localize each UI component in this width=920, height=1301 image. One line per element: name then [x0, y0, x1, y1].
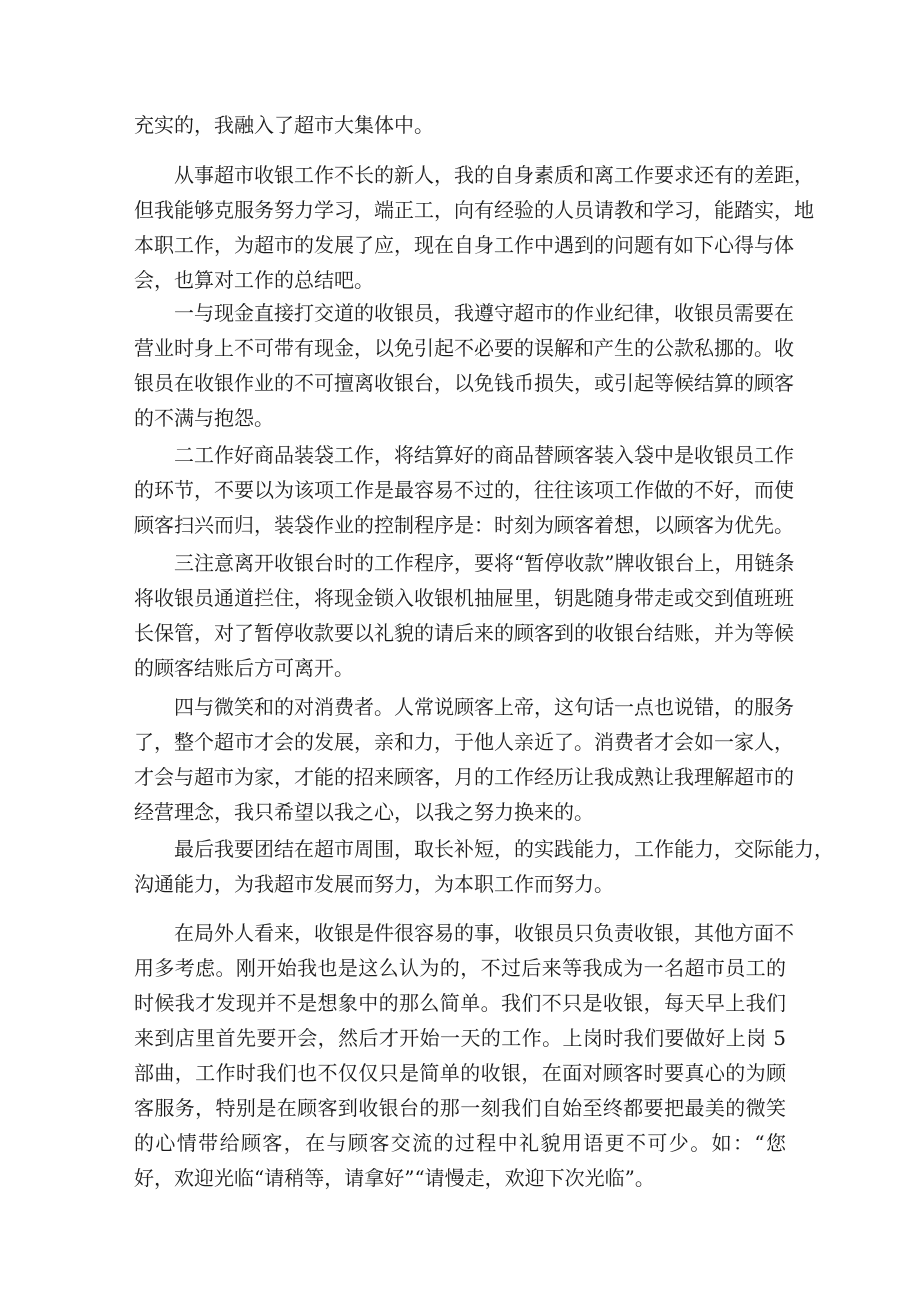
paragraph-line: 最后我要团结在超市周围，取长补短，的实践能力，工作能力，交际能力， — [134, 837, 834, 861]
paragraph-line: 充实的，我融入了超市大集体中。 — [134, 113, 434, 137]
paragraph-line: 部曲，工作时我们也不仅仅只是简单的收银，在面对顾客时要真心的为顾 — [134, 1061, 786, 1085]
paragraph-line: 营业时身上不可带有现金，以免引起不必要的误解和产生的公款私挪的。收 — [134, 336, 794, 360]
paragraph-line: 用多考虑。刚开始我也是这么认为的，不过后来等我成为一名超市员工的 — [134, 956, 786, 980]
paragraph-2 — [134, 158, 814, 298]
paragraph-line: 了，整个超市才会的发展，亲和力，于他人亲近了。消费者才会如一家人， — [134, 730, 794, 754]
paragraph-line: 一与现金直接打交道的收银员，我遵守超市的作业纪律，收银员需要在 — [134, 301, 794, 325]
paragraph-line: 的不满与抱怨。 — [134, 406, 274, 430]
paragraph-8 — [134, 916, 794, 1196]
paragraph-line: 本职工作，为超市的发展了应，现在自身工作中遇到的问题有如下心得与体 — [134, 233, 794, 257]
paragraph-line: 二工作好商品装袋工作，将结算好的商品替顾客装入袋中是收银员工作 — [134, 443, 794, 467]
paragraph-line: 时候我才发现并不是想象中的那么简单。我们不只是收银，每天早上我们 — [134, 991, 786, 1015]
paragraph-line: 来到店里首先要开会，然后才开始一天的工作。上岗时我们要做好上岗 5 — [134, 1026, 786, 1050]
paragraph-3 — [134, 296, 794, 436]
paragraph-line: 但我能够克服务努力学习，端正工，向有经验的人员请教和学习，能踏实，地 — [134, 198, 814, 222]
paragraph-line: 会，也算对工作的总结吧。 — [134, 268, 374, 292]
paragraph-line: 的顾客结账后方可离开。 — [134, 656, 354, 680]
paragraph-line: 长保管，对了暂停收款要以礼貌的请后来的顾客到的收银台结账，并为等候 — [134, 621, 794, 645]
paragraph-line: 才会与超市为家，才能的招来顾客，月的工作经历让我成熟让我理解超市的 — [134, 765, 794, 789]
paragraph-line: 顾客扫兴而归，装袋作业的控制程序是：时刻为顾客着想，以顾客为优先。 — [134, 513, 794, 537]
paragraph-line: 在局外人看来，收银是件很容易的事，收银员只负责收银，其他方面不 — [134, 921, 794, 945]
paragraph-line: 三注意离开收银台时的工作程序，要将“暂停收款”牌收银台上，用链条 — [134, 551, 795, 575]
paragraph-6 — [134, 690, 794, 830]
paragraph-line: 从事超市收银工作不长的新人，我的自身素质和离工作要求还有的差距， — [134, 163, 814, 187]
paragraph-line: 经营理念，我只希望以我之心，以我之努力换来的。 — [134, 800, 594, 824]
paragraph-line: 四与微笑和的对消费者。人常说顾客上帝，这句话一点也说错，的服务 — [134, 695, 794, 719]
paragraph-line: 将收银员通道拦住，将现金锁入收银机抽屉里，钥匙随身带走或交到值班班 — [134, 586, 794, 610]
paragraph-line: 沟通能力，为我超市发展而努力，为本职工作而努力。 — [134, 872, 614, 896]
paragraph-7 — [134, 832, 834, 902]
paragraph-line: 的环节，不要以为该项工作是最容易不过的，往往该项工作做的不好，而使 — [134, 478, 794, 502]
paragraph-line: 银员在收银作业的不可擅离收银台，以免钱币损失，或引起等候结算的顾客 — [134, 371, 794, 395]
paragraph-line: 客服务，特别是在顾客到收银台的那一刻我们自始至终都要把最美的微笑 — [134, 1096, 786, 1120]
paragraph-5 — [134, 546, 795, 686]
paragraph-line: 好，欢迎光临“请稍等，请拿好”“请慢走，欢迎下次光临”。 — [134, 1166, 655, 1190]
paragraph-4 — [134, 438, 794, 543]
paragraph-line: 的心情带给顾客，在与顾客交流的过程中礼貌用语更不可少。如：“您 — [134, 1131, 786, 1155]
paragraph-1 — [134, 108, 786, 143]
